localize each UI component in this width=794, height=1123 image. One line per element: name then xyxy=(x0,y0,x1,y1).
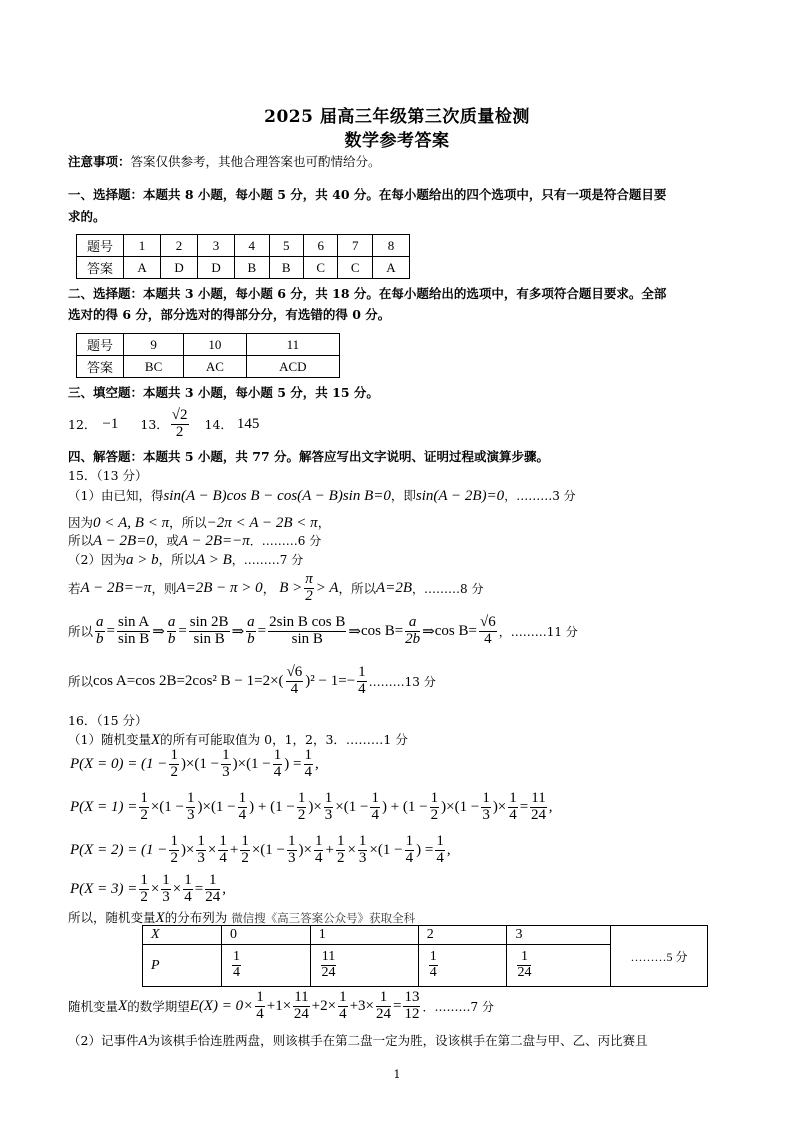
table-cell: C xyxy=(338,257,372,279)
page-number: 1 xyxy=(393,1068,401,1081)
section1-heading-cont: 求的。 xyxy=(68,209,106,224)
table-cell: 2 xyxy=(161,235,198,257)
notice xyxy=(68,152,381,170)
q14-answer: 145 xyxy=(236,415,260,432)
table-row xyxy=(77,356,340,378)
table-cell: 4 xyxy=(235,235,269,257)
table-cell: D xyxy=(198,257,235,279)
table-cell: 9 xyxy=(124,334,184,356)
table-cell: 2 xyxy=(418,926,507,945)
section4-heading: 四、解答题：本题共 5 小题，共 77 分。解答应写出文字说明、证明过程或演算步骤。 xyxy=(68,449,550,464)
section2-answer-table xyxy=(76,333,340,378)
q16-header: 16．（15 分） xyxy=(68,713,148,728)
table-row xyxy=(77,235,410,257)
table-cell: 0 xyxy=(222,926,311,945)
q16-p3: P(X = 3) = $\frac{1}{2}$ × $\frac{1}{3}$ × $\frac{1}{4}$ = $\frac{1}{24}$ , xyxy=(70,872,226,905)
table-cell: B xyxy=(269,257,303,279)
q16-expectation: 随机变量 X 的数学期望 E(X) = 0× $\frac{1}{4}$ +1× $\frac{11}{24}$ +2× $\frac{1}{4}$ +3× $\frac{1}{24}$ = $\frac{13}{12}$ ．………7 分 xyxy=(68,989,494,1022)
table-cell: 7 xyxy=(338,235,372,257)
fill-in-answers xyxy=(68,408,259,441)
table-header: P xyxy=(143,945,222,987)
section1-answer-table xyxy=(76,234,410,279)
table-cell: 10 xyxy=(184,334,247,356)
watermark-text: 微信搜《高三答案公众号》获取全科 xyxy=(231,911,416,925)
q15-header: 15．（13 分） xyxy=(68,468,148,483)
table-cell: B xyxy=(235,257,269,279)
distribution-table xyxy=(142,925,708,987)
table-cell: $\frac{1}{4}$ xyxy=(222,945,311,987)
row-header: 题号 xyxy=(77,334,124,356)
q12-label: 12． xyxy=(68,417,97,433)
table-cell: $\frac{1}{4}$ xyxy=(418,945,507,987)
notice-label: 注意事项： xyxy=(68,154,131,169)
page-subtitle: 数学参考答案 xyxy=(344,131,450,151)
q16-line1: （1）随机变量X的所有可能取值为 0，1，2，3．………1 分 xyxy=(68,732,408,748)
q15-line3: 所以A − 2B=0，或A − 2B=−π．………6 分 xyxy=(68,533,322,549)
q16-p1: P(X = 1) = $\frac{1}{2}$ ×(1 − $\frac{1}{3}$ )×(1 − $\frac{1}{4}$ ) + (1 − $\frac{1}{2}$ )× $\frac{1}{3}$ ×(1 − $\frac{1}{4}$ ) + (1 − $\frac{1}{2}$ )×(1 − $\frac{1}{3}$ )× $\frac{1}{4}$ = $\frac{11}{24}$ , xyxy=(70,790,553,823)
table-cell: C xyxy=(303,257,337,279)
q13-answer: $\frac{√2}{2}$ xyxy=(171,407,188,440)
q14-label: 14． xyxy=(204,417,233,433)
table-cell: 3 xyxy=(507,926,611,945)
q16-p0: P(X = 0) = (1 − $\frac{1}{2}$ )×(1 − $\frac{1}{3}$ )×(1 − $\frac{1}{4}$ ) = $\frac{1}{4}$ , xyxy=(70,747,319,780)
table-cell: 5 xyxy=(269,235,303,257)
q16-p2: P(X = 2) = (1 − $\frac{1}{2}$ )× $\frac{1}{3}$ × $\frac{1}{4}$ + $\frac{1}{2}$ ×(1 − $\frac{1}{3}$ )× $\frac{1}{4}$ + $\frac{1}{2}$ × $\frac{1}{3}$ ×(1 − $\frac{1}{4}$ ) = $\frac{1}{4}$ , xyxy=(70,833,451,866)
q15-line5: 若 A − 2B=−π ，则 A=2B − π > 0 ， B > $\frac{\pi}{2}$ > A ，所以 A=2B ，………8 分 xyxy=(68,571,484,604)
table-cell: $\frac{1}{24}$ xyxy=(507,945,611,987)
table-cell: 11 xyxy=(246,334,339,356)
q15-line4: （2）因为a > b，所以A > B，………7 分 xyxy=(68,552,304,568)
q13-label: 13． xyxy=(140,417,169,433)
table-cell: 3 xyxy=(198,235,235,257)
section2-heading: 二、选择题：本题共 3 小题，每小题 6 分，共 18 分。在每小题给出的选项中，有多项符合题目要求。全部 xyxy=(68,286,667,301)
table-row xyxy=(143,926,708,945)
section3-heading: 三、填空题：本题共 3 小题，每小题 5 分，共 15 分。 xyxy=(68,385,379,400)
q12-answer: −1 xyxy=(102,415,119,432)
table-cell: D xyxy=(161,257,198,279)
section2-heading-cont: 选对的得 6 分，部分选对的得部分分，有选错的得 0 分。 xyxy=(68,307,391,322)
table-row xyxy=(77,257,410,279)
table-cell: BC xyxy=(124,356,184,378)
table-cell: 8 xyxy=(372,235,409,257)
table-row xyxy=(77,334,340,356)
table-cell: ACD xyxy=(246,356,339,378)
table-cell: A xyxy=(124,257,161,279)
section1-heading: 一、选择题：本题共 8 小题，每小题 5 分，共 40 分。在每小题给出的四个选项中，只有一项是符合题目要 xyxy=(68,187,667,202)
table-score: ………5 分 xyxy=(611,926,708,987)
page-title: 2025 届高三年级第三次质量检测 xyxy=(264,107,530,127)
table-cell: 1 xyxy=(124,235,161,257)
q15-line1: （1）由已知，得sin(A − B)cos B − cos(A − B)sin B=0，即sin(A − 2B)=0，………3 分 xyxy=(68,488,576,504)
table-cell: AC xyxy=(184,356,247,378)
q16-dist-text: 所以，随机变量X的分布列为 微信搜《高三答案公众号》获取全科 xyxy=(68,910,416,926)
row-header: 答案 xyxy=(77,356,124,378)
q16-part2: （2）记事件A为该棋手恰连胜两盘，则该棋手在第二盘一定为胜，设该棋手在第二盘与甲、乙、丙比赛且 xyxy=(68,1033,648,1049)
row-header: 题号 xyxy=(77,235,124,257)
table-cell: 1 xyxy=(310,926,418,945)
table-cell: A xyxy=(372,257,409,279)
table-cell: $\frac{11}{24}$ xyxy=(310,945,418,987)
row-header: 答案 xyxy=(77,257,124,279)
table-cell: 6 xyxy=(303,235,337,257)
notice-text: 答案仅供参考，其他合理答案也可酌情给分。 xyxy=(130,154,381,169)
q15-line7: 所以 cos A=cos 2B=2cos² B − 1=2×( $\frac{√6}{4}$ )² − 1=− $\frac{1}{4}$ ………13 分 xyxy=(68,664,436,697)
table-header: X xyxy=(143,926,222,945)
q15-line2: 因为0 < A, B < π，所以−2π < A − 2B < π， xyxy=(68,515,331,531)
q15-line6: 所以 $\frac{a}{b}$ = $\frac{\text{sin A}}{\text{sin B}}$ ⇒ $\frac{a}{b}$ = $\frac{\sin 2B}{\text{sin B}}$ ⇒ $\frac{a}{b}$ = $\frac{\text{2sin B cos B}}{\text{sin B}}$ ⇒ cos B= $\frac{a}{2b}$ ⇒ cos B= $\frac{√6}{4}$ ，………11 分 xyxy=(68,614,578,647)
